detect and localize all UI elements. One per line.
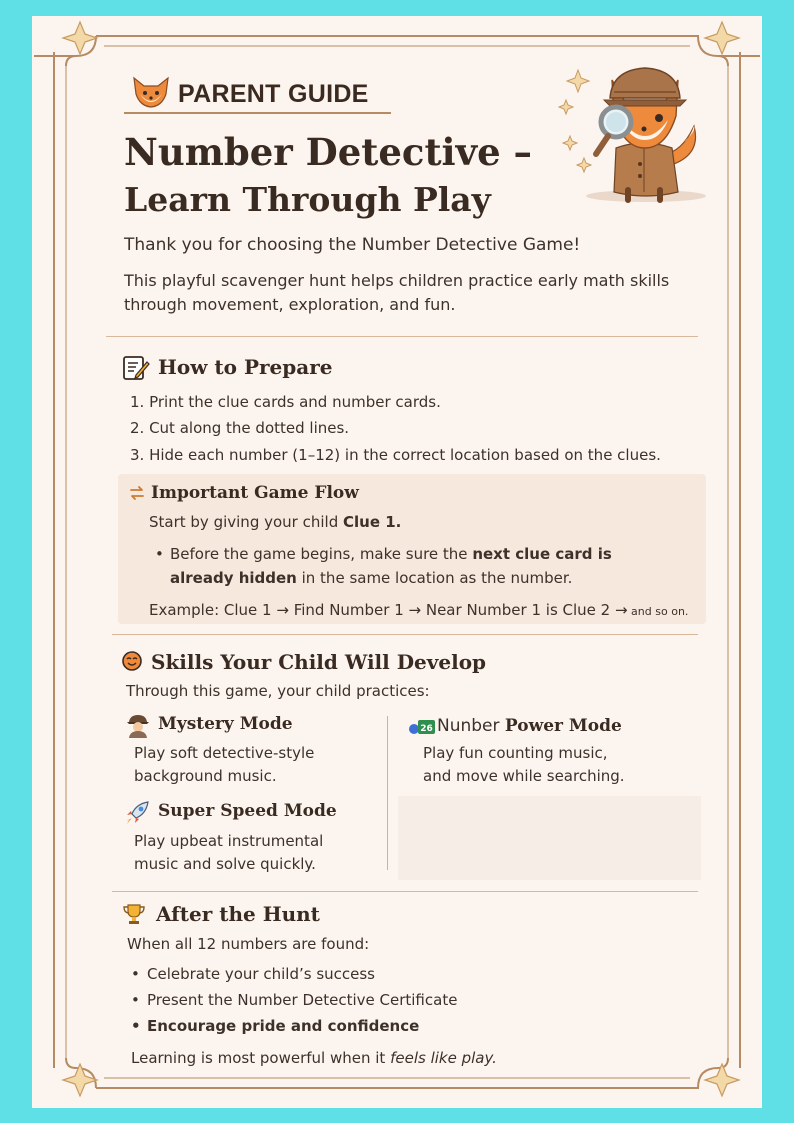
trophy-icon — [122, 902, 146, 926]
bullet-dot: • — [131, 991, 140, 1009]
number-mode-bold: Power Mode — [504, 716, 622, 736]
intro-thanks: Thank you for choosing the Number Detective Game! — [124, 235, 581, 255]
mystery-mode-title: Mystery Mode — [158, 714, 293, 734]
rocket-icon — [124, 800, 152, 826]
badge-underline — [124, 112, 391, 114]
closing-text: Learning is most powerful when it — [131, 1049, 391, 1067]
fox-face-icon — [130, 74, 172, 110]
intro-line: This playful scavenger hunt helps children practice early math skills — [124, 271, 670, 290]
skills-subtitle: Through this game, your child practices: — [126, 682, 430, 700]
number-badge-icon — [408, 718, 436, 736]
number-power-mode-title — [437, 716, 622, 736]
example-small: and so on. — [627, 605, 689, 618]
intro-line: through movement, exploration, and fun. — [124, 295, 456, 314]
start-text: Start by giving your child — [149, 513, 343, 531]
bullet-bold: next clue card is — [472, 545, 612, 563]
bullet-text: in the same location as the number. — [296, 569, 573, 587]
bullet-dot: • — [131, 965, 140, 983]
notepad-pencil-icon — [122, 354, 150, 382]
arrows-exchange-icon — [128, 484, 146, 502]
prepare-step: 2. Cut along the dotted lines. — [130, 419, 350, 437]
game-flow-bullet-cont — [170, 569, 572, 587]
closing-italic: feels like play. — [390, 1049, 497, 1067]
intro-description — [124, 269, 724, 317]
detective-icon — [125, 712, 151, 738]
number-mode-plain: Nunber — [437, 716, 505, 736]
after-bullet: Present the Number Detective Certificate — [147, 991, 458, 1009]
speed-mode-text: music and solve quickly. — [134, 855, 316, 873]
after-hunt-title: After the Hunt — [156, 902, 320, 926]
after-hunt-subtitle: When all 12 numbers are found: — [127, 935, 370, 953]
prepare-title: How to Prepare — [158, 355, 333, 379]
guide-badge: PARENT GUIDE — [178, 80, 369, 108]
closing-line — [131, 1049, 497, 1067]
divider — [112, 634, 698, 635]
after-bullet: Encourage pride and confidence — [147, 1017, 420, 1035]
bullet-bold: already hidden — [170, 569, 297, 587]
prepare-step: 1. Print the clue cards and number cards. — [130, 393, 441, 411]
skills-title: Skills Your Child Will Develop — [151, 650, 487, 674]
speed-mode-text: Play upbeat instrumental — [134, 832, 324, 850]
start-bold: Clue 1. — [342, 513, 402, 531]
number-mode-text: Play fun counting music, — [423, 744, 608, 762]
page-title: Number Detective – — [124, 130, 533, 174]
column-divider — [387, 716, 388, 870]
game-flow-start — [149, 513, 401, 531]
prepare-step: 3. Hide each number (1–12) in the correct location based on the clues. — [130, 446, 661, 464]
after-bullet: Celebrate your child’s success — [147, 965, 375, 983]
mystery-mode-text: Play soft detective-style — [134, 744, 315, 762]
example-text: Example: Clue 1 → Find Number 1 → Near Number 1 is Clue 2 → — [149, 601, 628, 619]
super-speed-mode-title: Super Speed Mode — [158, 801, 337, 821]
divider — [112, 891, 698, 892]
number-badge-text: 26 — [420, 724, 433, 734]
game-flow-title: Important Game Flow — [151, 483, 359, 503]
bullet-dot: • — [131, 1017, 141, 1035]
bullet-text: Before the game begins, make sure the — [170, 545, 473, 563]
bullet-dot: • — [155, 545, 164, 563]
game-flow-bullet — [170, 545, 612, 563]
game-flow-example — [149, 601, 688, 619]
number-mode-text: and move while searching. — [423, 767, 625, 785]
smile-face-icon — [121, 650, 143, 672]
empty-panel — [398, 796, 701, 880]
mystery-mode-text: background music. — [134, 767, 277, 785]
page-subtitle: Learn Through Play — [124, 180, 491, 219]
divider — [106, 336, 698, 337]
fox-detective-icon — [556, 56, 716, 206]
